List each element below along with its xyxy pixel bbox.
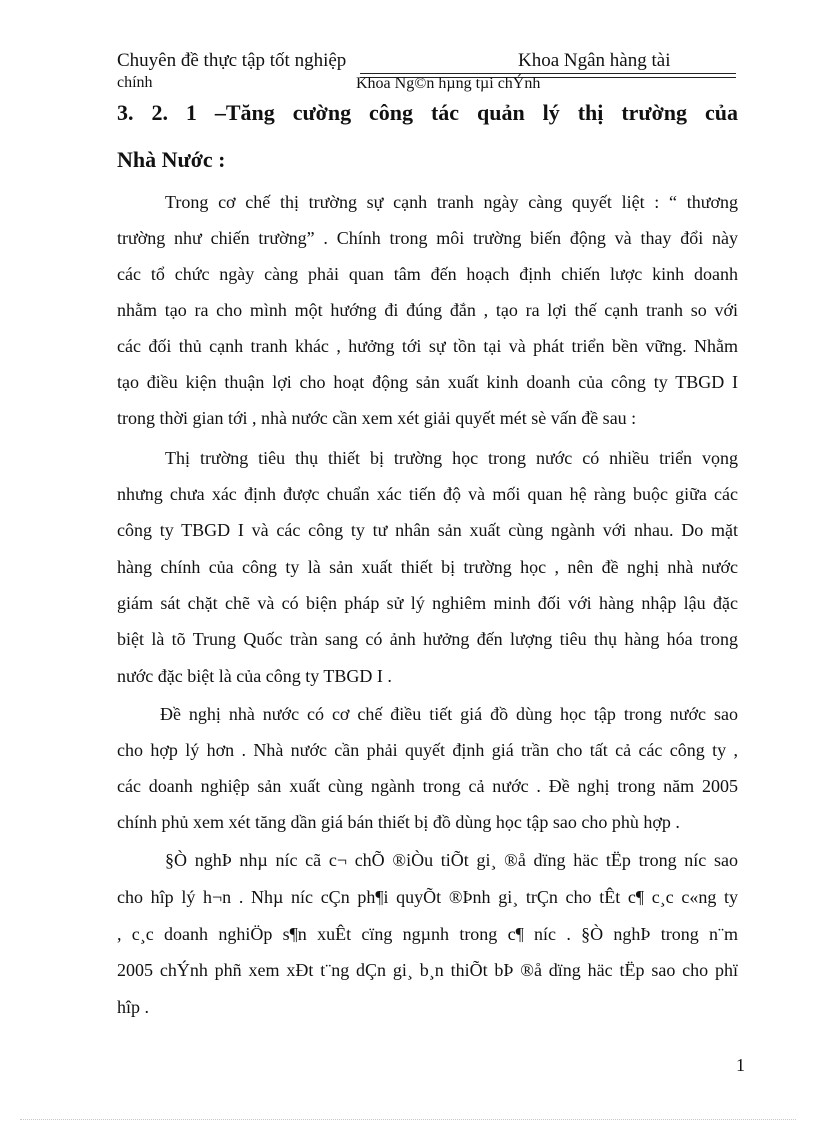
- section-heading: 3. 2. 1 –Tăng cường công tác quản lý thị trường của: [117, 100, 738, 125]
- section-heading-continued: Nhà Nước :: [117, 147, 226, 172]
- paragraph-line: nhưng chưa xác định được chuẩn xác tiến độ và mối quan hệ ràng buộc giữa các: [117, 484, 738, 504]
- paragraph-line: các tổ chức ngày càng phải quan tâm đến hoạch định chiến lược kinh doanh: [117, 264, 738, 284]
- header-rule-top: [360, 73, 736, 74]
- paragraph-line: biệt là tõ Trung Quốc tràn sang có ảnh hưởng đến lượng tiêu thụ hàng hóa trong: [117, 629, 738, 649]
- paragraph-line: các doanh nghiệp sản xuất cùng ngành trong cả nước . Đề nghị trong năm 2005: [117, 776, 738, 796]
- paragraph-line: tạo điều kiện thuận lợi cho hoạt động sản xuất kinh doanh của công ty TBGD I: [117, 372, 738, 392]
- page-bottom-dotted-border: [20, 1119, 796, 1120]
- page-number: 1: [736, 1055, 745, 1075]
- paragraph-line: các đối thủ cạnh tranh khác , hưởng tới sự tồn tại và phát triển bền vững. Nhằm: [117, 336, 738, 356]
- paragraph-line: chính phủ xem xét tăng dần giá bán thiết bị đồ dùng học tập sao cho phù hợp .: [117, 812, 680, 832]
- header-left-title: Chuyên đề thực tập tốt nghiệp: [117, 50, 347, 71]
- paragraph-line: nhằm tạo ra cho mình một hướng đi đúng đắn , tạo ra lợi thế cạnh tranh so với: [117, 300, 738, 320]
- paragraph-line: §Ò nghÞ nhµ níc cã c¬ chÕ ®iÒu tiÕt gi¸ ®å dïng häc tËp trong níc sao: [165, 850, 738, 870]
- header-garbled-text: Khoa Ng©n hµng tµi chÝnh: [356, 75, 541, 92]
- paragraph-line: cho hîp lý h¬n . Nhµ níc cÇn ph¶i quyÕt ®Þnh gi¸ trÇn cho tÊt c¶ c¸c c«ng ty: [117, 887, 738, 907]
- paragraph-line: 2005 chÝnh phñ xem xÐt t¨ng dÇn gi¸ b¸n thiÕt bÞ ®å dïng häc tËp sao cho phï: [117, 960, 738, 980]
- paragraph-line: hîp .: [117, 997, 150, 1017]
- paragraph-line: Đề nghị nhà nước có cơ chế điều tiết giá đồ dùng học tập trong nước sao: [160, 704, 738, 724]
- paragraph-line: trong thời gian tới , nhà nước cần xem xét giải quyết mét sè vấn đề sau :: [117, 408, 637, 428]
- paragraph-line: nước đặc biệt là của công ty TBGD I .: [117, 666, 392, 686]
- paragraph-line: trường như chiến trường” . Chính trong môi trường biến động và thay đổi này: [117, 228, 738, 248]
- paragraph-line: Trong cơ chế thị trường sự cạnh tranh ngày càng quyết liệt : “ thương: [165, 192, 738, 212]
- header-wrapped-word: chính: [117, 74, 153, 91]
- paragraph-line: giám sát chặt chẽ và có biện pháp sử lý nghiêm minh đối với hàng nhập lậu đặc: [117, 593, 738, 613]
- paragraph-line: Thị trường tiêu thụ thiết bị trường học trong nước có nhiều triển vọng: [165, 448, 738, 468]
- paragraph-line: hàng chính của công ty là sản xuất thiết bị trường học , nên đề nghị nhà nước: [117, 557, 738, 577]
- paragraph-line: , c¸c doanh nghiÖp s¶n xuÊt cïng ngµnh trong c¶ níc . §Ò nghÞ trong n¨m: [117, 924, 738, 944]
- paragraph-line: công ty TBGD I và các công ty tư nhân sản xuất cùng ngành với nhau. Do mặt: [117, 520, 738, 540]
- header-right-title: Khoa Ngân hàng tài: [518, 50, 671, 71]
- paragraph-line: cho hợp lý hơn . Nhà nước cần phải quyết định giá trần cho tất cả các công ty ,: [117, 740, 738, 760]
